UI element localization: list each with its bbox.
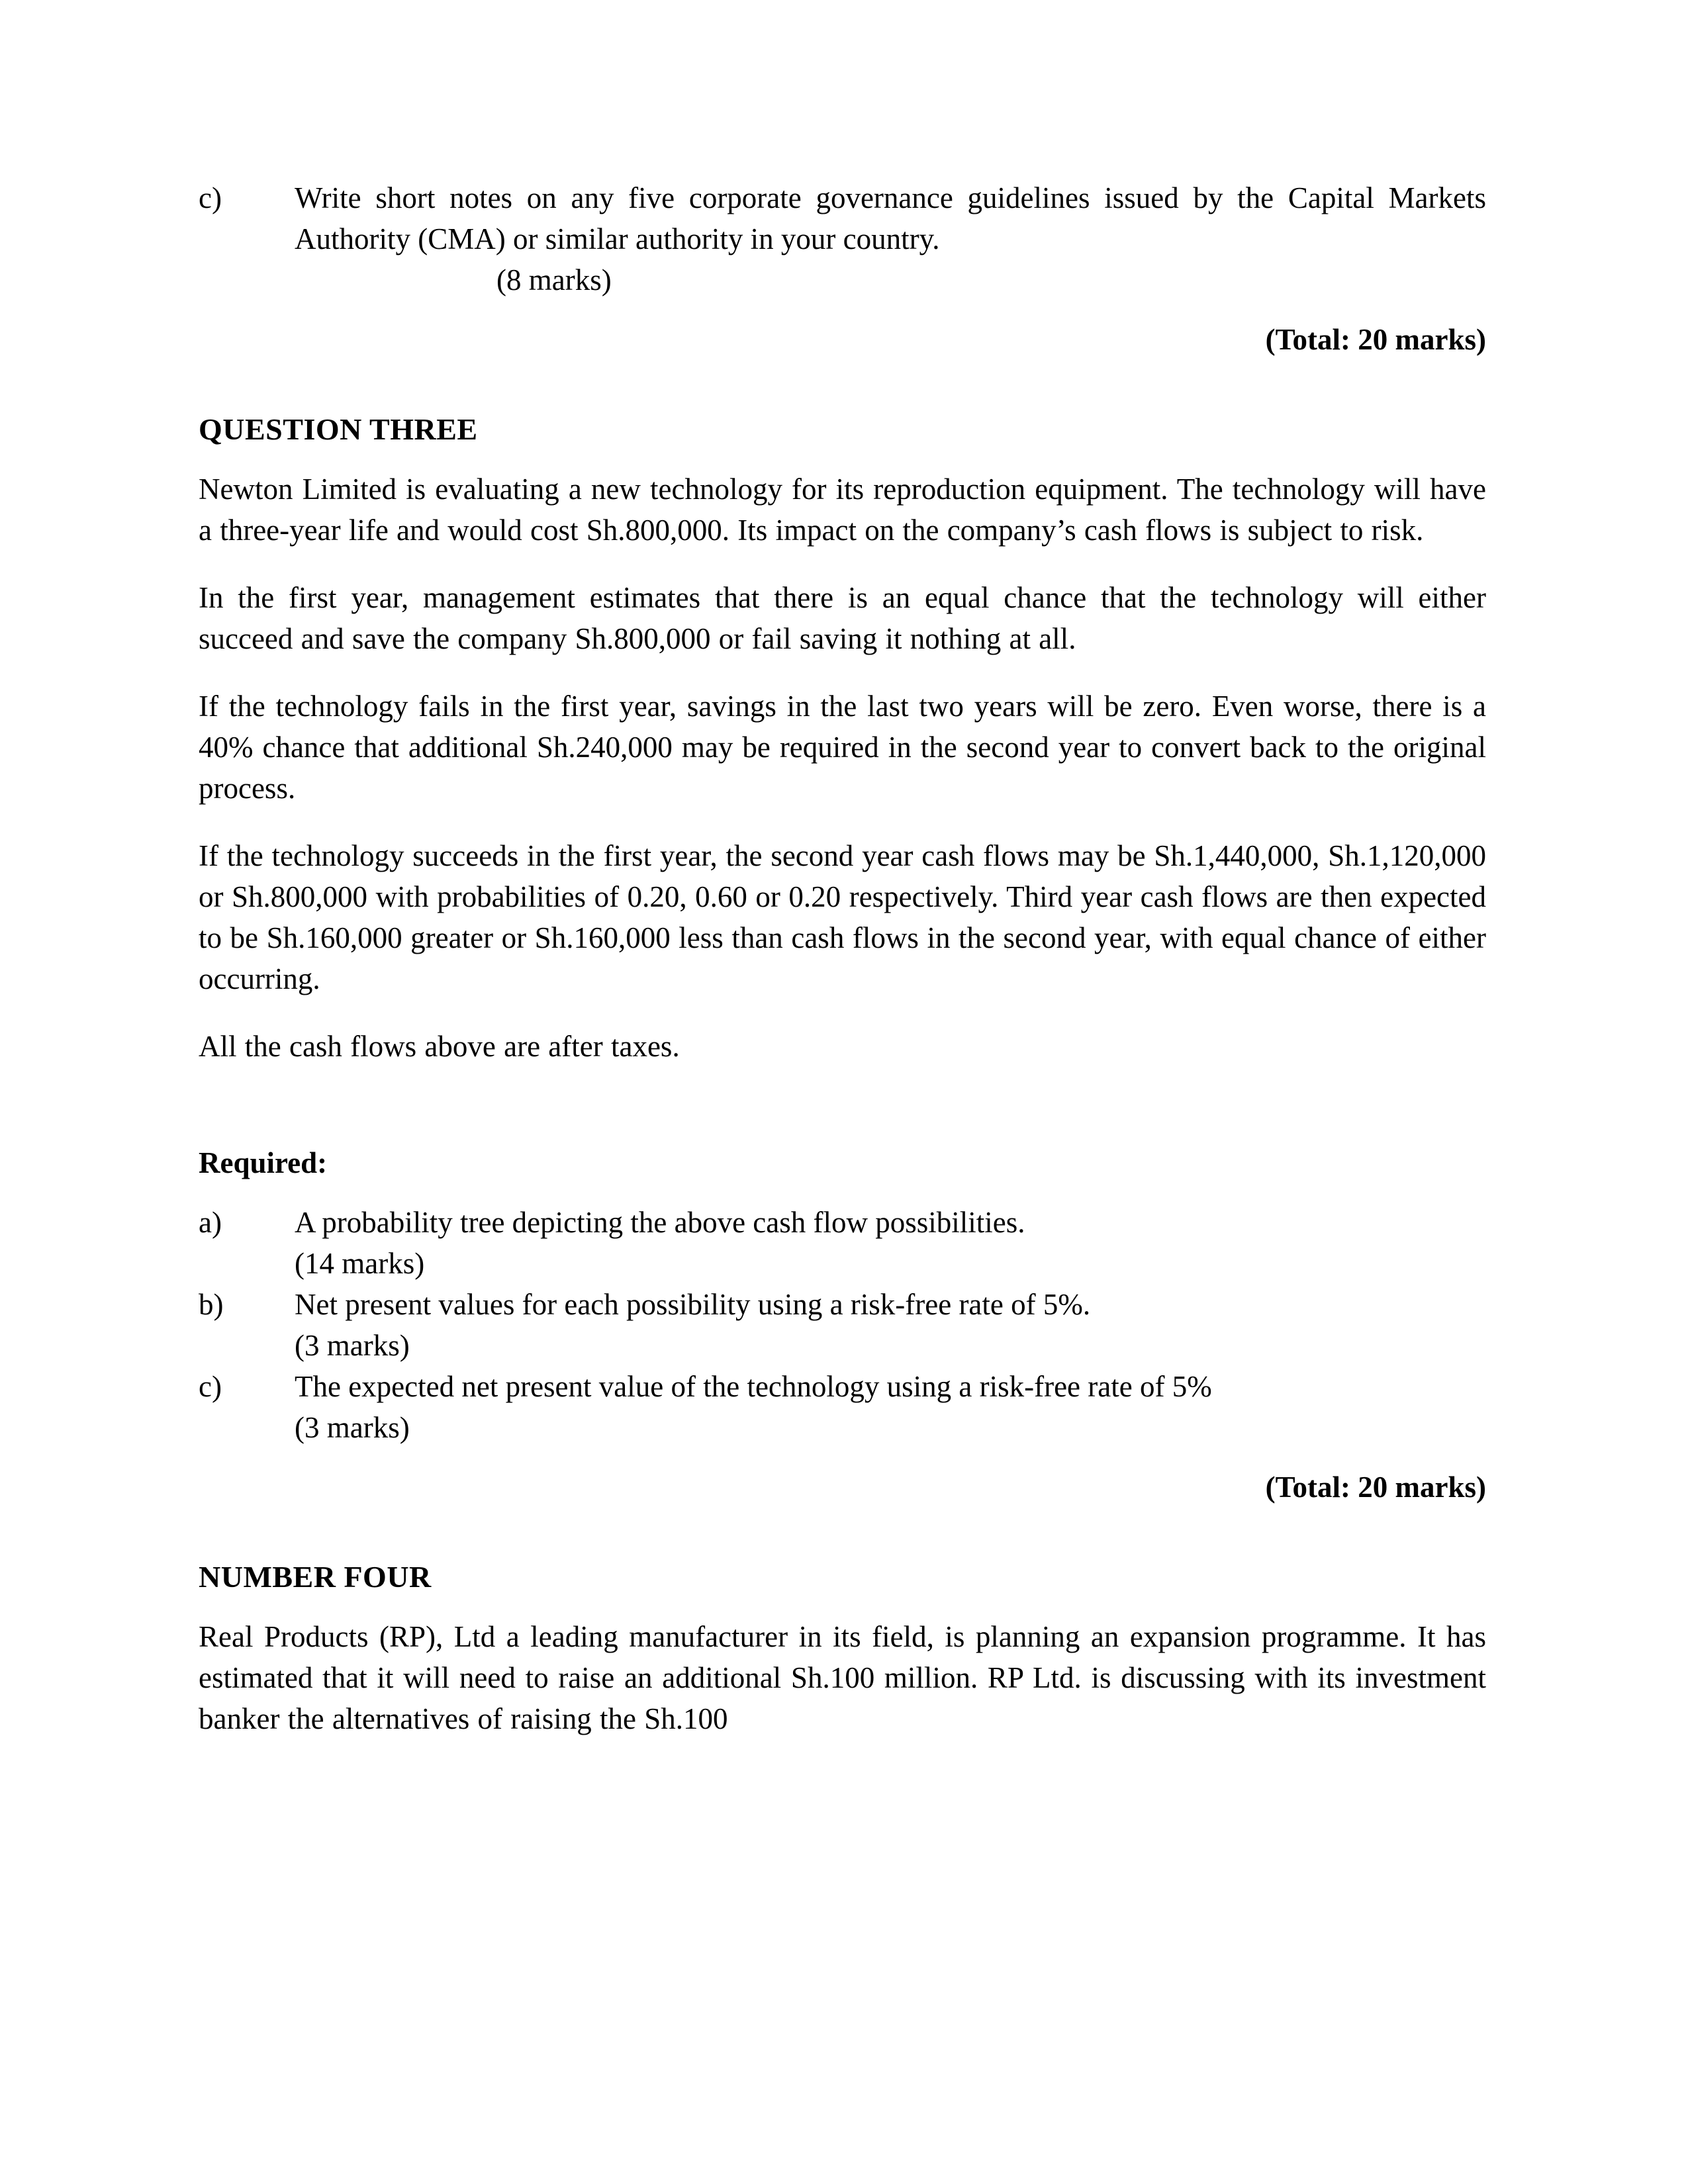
- spacer: [199, 300, 1486, 319]
- spacer: [199, 450, 1486, 469]
- required-marker-b: b): [199, 1288, 224, 1321]
- required-item-b-text: Net present values for each possibility using a risk-free rate of 5%.: [295, 1288, 1091, 1321]
- question-three-paragraph-3: If the technology fails in the first year, savings in the last two years will be zero. Even worse, there is a 40% chance that additional Sh.240,000 may be required in the second year to convert back to the original process.: [199, 690, 1486, 805]
- list-marker-c: c): [199, 181, 222, 214]
- question-three-paragraph-1: Newton Limited is evaluating a new technology for its reproduction equipment. The technology will have a three-year life and would cost Sh.800,000. Its impact on the company’s cash flows is subject to risk.: [199, 473, 1486, 547]
- spacer: [199, 1448, 1486, 1467]
- required-item-c: [199, 1366, 1486, 1407]
- question-three-paragraph-5: All the cash flows above are after taxes.: [199, 1030, 680, 1063]
- number-four-paragraph-1: Real Products (RP), Ltd a leading manufacturer in its field, is planning an expansion programme. It has estimated that it will need to raise an additional Sh.100 million. RP Ltd. is discussing with its investment banker the alternatives of raising the Sh.100: [199, 1620, 1486, 1735]
- question-two-total-marks: (Total: 20 marks): [1265, 323, 1486, 356]
- page-content: [199, 177, 1486, 1766]
- required-item-c-marks: (3 marks): [295, 1411, 410, 1444]
- spacer: [199, 1508, 1486, 1557]
- number-four-heading: NUMBER FOUR: [199, 1560, 432, 1594]
- spacer: [199, 1598, 1486, 1616]
- required-item-a-text: A probability tree depicting the above cash flow possibilities.: [295, 1206, 1025, 1239]
- question-two-item-c-text: Write short notes on any five corporate governance guidelines issued by the Capital Markets Authority (CMA) or similar authority in your country.: [295, 181, 1486, 255]
- question-three-paragraph-4: If the technology succeeds in the first year, the second year cash flows may be Sh.1,440,000, Sh.1,120,000 or Sh.800,000 with probabilities of 0.20, 0.60 or 0.20 respectively. Third year cash flows are then expected to be Sh.160,000 greater or Sh.160,000 less than cash flows in the second year, with equal chance of either occurring.: [199, 839, 1486, 995]
- question-three-total-marks: (Total: 20 marks): [1265, 1471, 1486, 1504]
- spacer: [199, 1093, 1486, 1142]
- question-three-heading: QUESTION THREE: [199, 412, 478, 446]
- required-item-c-text: The expected net present value of the technology using a risk-free rate of 5%: [295, 1370, 1212, 1403]
- question-two-item-c-marks: (8 marks): [496, 263, 612, 296]
- required-heading: Required:: [199, 1146, 328, 1179]
- question-three-paragraph-2: In the first year, management estimates that there is an equal chance that the technology will either succeed and save the company Sh.800,000 or fail saving it nothing at all.: [199, 581, 1486, 655]
- required-marker-c: c): [199, 1370, 222, 1403]
- required-item-b: [199, 1284, 1486, 1325]
- spacer: [199, 360, 1486, 409]
- required-item-a-marks: (14 marks): [295, 1247, 425, 1280]
- question-two-item-c: [199, 177, 1486, 259]
- required-item-b-marks: (3 marks): [295, 1329, 410, 1362]
- required-marker-a: a): [199, 1206, 222, 1239]
- required-item-a: [199, 1202, 1486, 1243]
- spacer: [199, 1183, 1486, 1202]
